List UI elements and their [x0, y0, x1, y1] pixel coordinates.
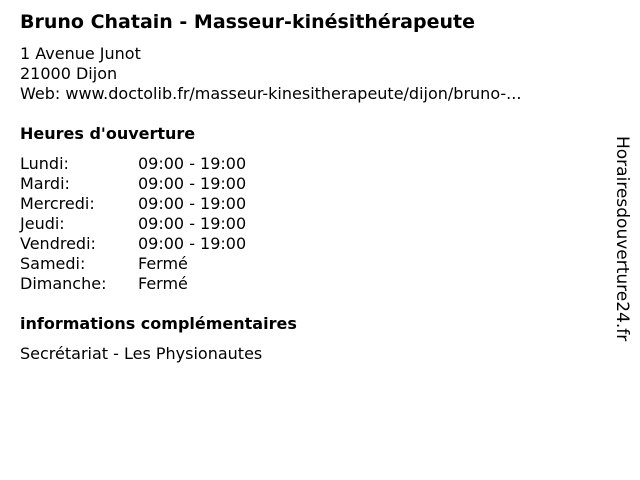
additional-info-text: Secrétariat - Les Physionautes: [20, 344, 263, 363]
day-label: Jeudi:: [20, 214, 65, 233]
time-value: 09:00 - 19:00: [138, 234, 247, 253]
day-label: Samedi:: [20, 254, 86, 273]
day-label: Mercredi:: [20, 194, 95, 213]
day-label: Vendredi:: [20, 234, 96, 253]
time-value: 09:00 - 19:00: [138, 154, 247, 173]
web-label: Web:: [20, 84, 61, 103]
address-line1: 1 Avenue Junot: [20, 44, 141, 63]
additional-info-heading: informations complémentaires: [20, 314, 297, 333]
time-value: Fermé: [138, 254, 188, 273]
address-block: [20, 44, 521, 104]
opening-hours-heading: Heures d'ouverture: [20, 124, 196, 143]
page-title: Bruno Chatain - Masseur-kinésithérapeute: [20, 11, 475, 33]
address-line2: 21000 Dijon: [20, 64, 118, 83]
day-label: Mardi:: [20, 174, 70, 193]
time-value: 09:00 - 19:00: [138, 214, 247, 233]
day-label: Lundi:: [20, 154, 69, 173]
day-label: Dimanche:: [20, 274, 107, 293]
time-value: 09:00 - 19:00: [138, 174, 247, 193]
time-value: Fermé: [138, 274, 188, 293]
site-watermark: Horairesdouverture24.fr: [612, 136, 632, 342]
web-link[interactable]: www.doctolib.fr/masseur-kinesitherapeute/dijon/bruno-...: [65, 84, 522, 103]
time-value: 09:00 - 19:00: [138, 194, 247, 213]
web-line: [20, 84, 521, 104]
